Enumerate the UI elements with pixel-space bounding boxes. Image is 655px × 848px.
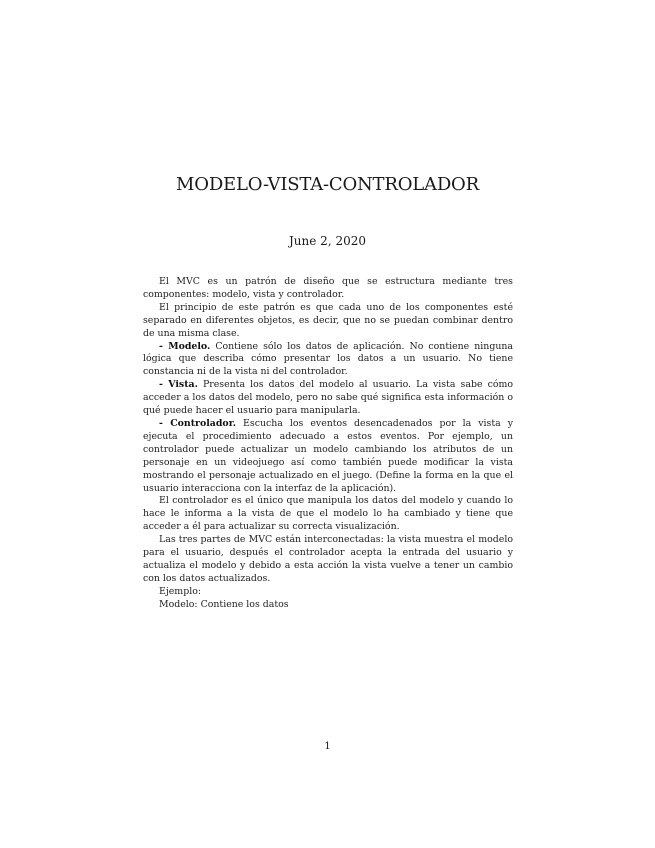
- paragraph-interconnection: [143, 534, 513, 586]
- term-controlador: - Controlador.: [159, 417, 237, 429]
- paragraph-text: Escucha los eventos desencadenados por la vista y ejecuta el procedimiento adecuado a estos eventos. Por ejemplo, un controlador puede actualizar un modelo cambiando los atributos de un personaje en un videojuego así como también puede modificar la vista mostrando el personaje actualizado en el juego. (Define la forma en la que el usuario interacciona con la interfaz de la aplicación).: [143, 417, 513, 494]
- paragraph-text: El MVC es un patrón de diseño que se estructura mediante tres componentes: modelo, vista y controlador.: [143, 276, 513, 300]
- term-modelo: - Modelo.: [159, 340, 211, 352]
- paragraph-text: Las tres partes de MVC están interconectadas: la vista muestra el modelo para el usuario, después el controlador acepta la entrada del usuario y actualiza el modelo y debido a esta acción la vista vuelve a tener un cambio con los datos actualizados.: [143, 534, 513, 584]
- paragraph-text: Contiene sólo los datos de aplicación. No contiene ninguna lógica que describa cómo presentar los datos a un usuario. No tiene constancia ni de la vista ni del controlador.: [143, 340, 514, 378]
- page-number: 1: [324, 741, 331, 752]
- paragraph-controller-role: [143, 495, 513, 534]
- term-vista: - Vista.: [159, 379, 198, 391]
- document-title: MODELO-VISTA-CONTROLADOR: [176, 174, 479, 195]
- paragraph-controlador: [143, 418, 513, 495]
- paragraph-text: Ejemplo:: [159, 585, 201, 597]
- paragraph-modelo: [143, 341, 513, 380]
- document-date: June 2, 2020: [289, 234, 366, 248]
- paragraph-example-model: [143, 599, 513, 612]
- paragraph-intro: [143, 276, 513, 302]
- paragraph-principle: [143, 302, 513, 341]
- paragraph-text: El principio de este patrón es que cada uno de los componentes esté separado en diferentes objetos, es decir, que no se puedan combinar dentro de una misma clase.: [143, 301, 513, 339]
- paragraph-text: El controlador es el único que manipula los datos del modelo y cuando lo hace le informa a la vista de que el modelo lo ha cambiado y tiene que acceder a él para actualizar su correcta visualización.: [143, 495, 513, 533]
- paragraph-example-heading: [143, 586, 513, 599]
- paragraph-text: Presenta los datos del modelo al usuario. La vista sabe cómo acceder a los datos del modelo, pero no sabe qué significa esta información o qué puede hacer el usuario para manipularla.: [143, 379, 513, 417]
- paragraph-text: Modelo: Contiene los datos: [159, 598, 289, 610]
- document-body: [143, 276, 513, 612]
- paragraph-vista: [143, 379, 513, 418]
